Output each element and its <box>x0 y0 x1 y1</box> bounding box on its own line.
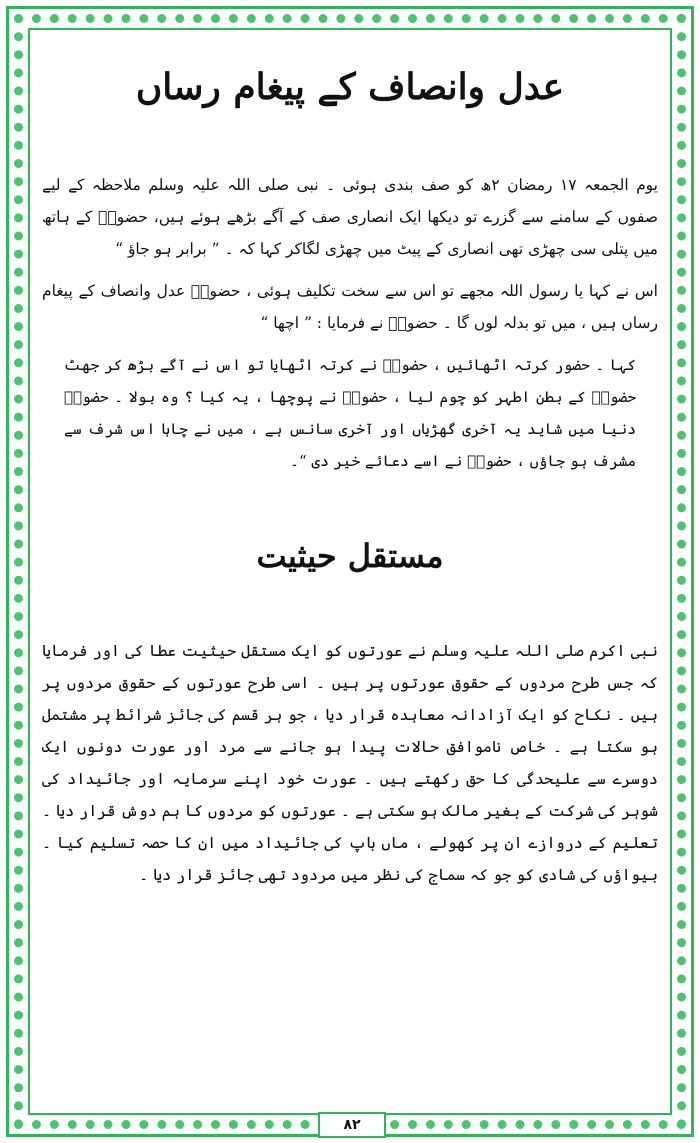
section-heading: مستقل حیثیت <box>256 537 444 576</box>
page-title: عدل وانصاف کے پیغام رساں <box>135 66 565 108</box>
intro-paragraph-2: اس نے کہا یا رسول اللہ مجھے تو اس سے سخت تکلیف ہوئی ، حضورؐ عدل وانصاف کے پیغام رساں ہیں ، میں تو بدلہ لوں گا ۔ حضورؐ نے فرمایا : ” اچھا “ <box>42 282 658 333</box>
page-number: ۸۲ <box>318 1112 386 1138</box>
quote-paragraph: کہا ۔ حضور کرتہ اٹھائیں ، حضورؐ نے کرتہ اٹھایا تو اس نے آگے بڑھ کر جھٹ حضورؐ کے بطن اطہر کو چوم لیا ، حضورؐ نے پوچھا ، یہ کیا ؟ وہ بولا ۔ حضورؐ دنیا میں شاید یہ آخری گھڑیاں اور آخری سانس ہے ، میں نے چاہا اس شرف سے مشرف ہو جاؤں ، حضورؐ نے اسے دعائے خیر دی “۔ <box>64 356 636 471</box>
intro-paragraph-1: یوم الجمعہ ۱۷ رمضان ۲ھ کو صف بندی ہوئی ۔ نبی صلی اللہ علیہ وسلم ملاحظہ کے لیے صفوں کے سامنے سے گزرے تو دیکھا ایک انصاری صف کے آگے بڑھے ہوئے ہیں، حضورؐ کے ہاتھ میں پتلی سی چھڑی تھی انصاری کے پیٹ میں چھڑی لگاکر کہا کہ ۔ ” برابر ہو جاؤ “ <box>42 176 659 259</box>
page-content <box>36 36 664 1096</box>
body-paragraph: نبی اکرم صلی اللہ علیہ وسلم نے عورتوں کو ایک مستقل حیثیت عطا کی اور فرمایا کہ جس طرح مردوں کے حقوق عورتوں پر ہیں ۔ اسی طرح عورتوں کے حقوق مردوں پر ہیں ۔ نکاح کو ایک آزادانہ معاہدہ قرار دیا ، جو ہر قسم کی جائز شرائط پر مشتمل ہو سکتا ہے ۔ خاص ناموافق حالات پیدا ہو جانے سے مرد اور عورت دونوں ایک دوسرے سے علیحدگی کا حق رکھتے ہیں ۔ عورت خود اپنے سرمایہ اور جائیداد کی شوہر کی شرکت کے بغیر مالک ہو سکتی ہے ۔ عورتوں کو مردوں کا ہم دوش قرار دیا ۔ تعلیم کے دروازے ان پر کھولے ، ماں باپ کی جائیداد میں ان کا حصہ تسلیم کیا ۔ بیواؤں کی شادی کو جو کہ سماج کی نظر میں مردود تھی جائز قرار دیا ۔ <box>42 642 658 885</box>
